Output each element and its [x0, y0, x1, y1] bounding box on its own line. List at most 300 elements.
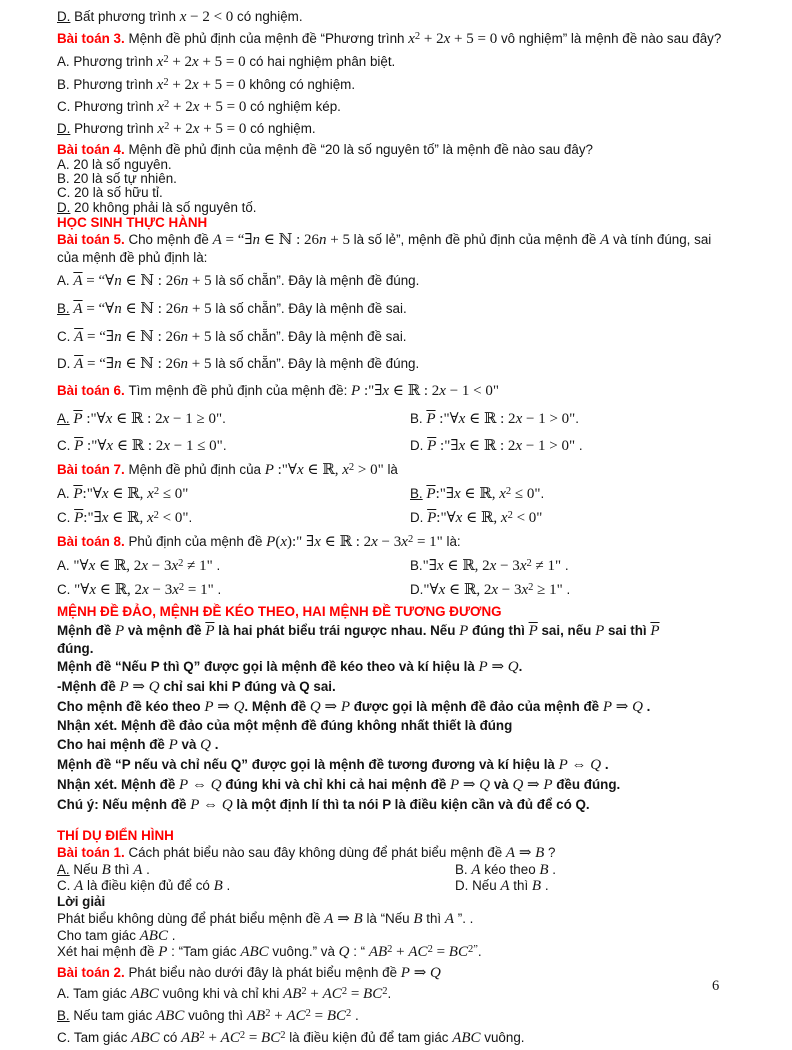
text-run: .	[167, 928, 176, 943]
option-left	[57, 582, 221, 597]
text-run: là “Nếu	[362, 911, 414, 926]
text-run: Phủ định của mệnh đề	[128, 534, 267, 549]
text-run: < 0"	[512, 510, 543, 526]
problem-8-options-row2	[57, 579, 742, 602]
text-run: x	[192, 54, 199, 70]
theory-line-7	[57, 755, 742, 775]
text-run: ?	[544, 845, 556, 860]
text-run: vuông.	[480, 1030, 525, 1045]
text-run: Mệnh đề “Nếu P thì Q” được gọi là mệnh đề kéo theo và kí hiệu là	[57, 659, 479, 674]
text-run: C.	[57, 329, 75, 344]
text-run: $\overline{P}$	[427, 438, 437, 454]
text-run: n	[114, 301, 122, 317]
text-run: là điều kiện đủ để tam giác	[285, 1030, 453, 1045]
problem-7-title	[57, 459, 742, 482]
text-run: = “∃	[83, 329, 115, 345]
text-run: .	[387, 986, 392, 1001]
text-run: vô nghiệm” là mệnh đề nào sau đây?	[497, 31, 722, 46]
theory-line-1a	[57, 622, 742, 640]
text-run: x	[163, 438, 170, 454]
text-run: x	[88, 558, 96, 574]
text-run: 2	[526, 557, 532, 569]
text-run: là một định lí thì ta nói P là điều kiện cần và đủ để có Q.	[232, 797, 590, 812]
text-run: ABC	[131, 1030, 160, 1046]
text-run: : “Tam giác	[167, 944, 241, 959]
text-run: Q	[479, 777, 491, 793]
text-run: + 5 = 0	[198, 77, 246, 93]
text-run: sai thì	[604, 623, 651, 638]
text-run: n	[114, 356, 122, 372]
text-run: .	[222, 411, 226, 426]
text-run: là số chẵn”. Đây là mệnh đề sai.	[211, 329, 407, 344]
text-run: Q	[590, 757, 602, 773]
text-run: B	[213, 878, 223, 894]
text-run: + 2	[420, 31, 444, 47]
text-run: ∈ ℝ,	[108, 486, 148, 502]
text-run: D.	[410, 438, 428, 453]
text-run: Q	[338, 944, 350, 960]
problem-8-title	[57, 531, 742, 555]
text-run: C. Phương trình	[57, 99, 158, 114]
text-run: x	[439, 383, 446, 399]
text-run: 2	[178, 581, 185, 593]
text-run: P	[478, 659, 488, 675]
text-run: ∈ ℝ : 2	[112, 411, 163, 427]
text-run: $\overline{P}$	[427, 510, 437, 526]
text-run: x	[142, 582, 149, 598]
text-run: < 0"	[158, 510, 189, 526]
problem-6-options-row2	[57, 433, 742, 459]
text-run: − 3	[147, 558, 172, 574]
text-run: ∈ ℝ, 2	[443, 558, 490, 574]
text-run: Cho mệnh đề	[128, 232, 213, 247]
text-run: + 5	[188, 273, 212, 289]
text-run: A.	[57, 411, 70, 426]
problem-3-option-d	[57, 119, 742, 141]
text-run: ∈ ℕ : 26	[121, 301, 181, 317]
text-run: AC	[286, 1008, 306, 1024]
text-run: B.	[57, 301, 70, 316]
text-run: x	[192, 121, 200, 137]
text-run: ⇔	[199, 797, 222, 813]
text-run: A. Tam giác	[57, 986, 131, 1001]
text-run: 2	[414, 30, 421, 42]
text-run: và	[177, 737, 201, 752]
text-run: Bài toán 8.	[57, 534, 129, 549]
text-run: + 2	[168, 77, 193, 93]
text-run: A	[471, 862, 481, 878]
text-run: D.	[57, 9, 71, 24]
text-run: $\overline{P}$	[74, 510, 84, 526]
text-run: .	[540, 486, 545, 501]
example-1-options-row2	[57, 878, 742, 894]
text-run: D.	[410, 582, 424, 597]
text-run: Nhận xét. Mệnh đề đảo của một mệnh đề đúng không nhất thiết là đúng	[57, 718, 513, 733]
text-run: không có nghiệm.	[245, 77, 356, 92]
text-run: D.	[57, 356, 75, 371]
text-run: Phương trình	[70, 121, 158, 136]
text-run: là:	[442, 534, 461, 549]
text-run: :"∀	[82, 411, 106, 427]
text-run: B	[413, 911, 423, 927]
text-run: = “∀	[82, 273, 115, 289]
theory-line-1b	[57, 640, 742, 657]
text-run: ⇒	[409, 965, 431, 981]
text-run: 2	[407, 533, 414, 545]
text-run: x	[515, 411, 523, 427]
text-run: ∈ ℝ : 2	[389, 383, 440, 399]
text-run: B	[535, 845, 545, 861]
problem-5-option-a	[57, 267, 742, 295]
text-run: (	[275, 534, 281, 550]
text-run: Bài toán 3.	[57, 31, 129, 46]
text-run: 2	[239, 1029, 246, 1041]
text-run: A	[212, 232, 222, 248]
text-run: P	[459, 623, 469, 639]
text-run: Mệnh đề phủ định của mệnh đề “20 là số nguyên tố” là mệnh đề nào sau đây?	[128, 142, 593, 157]
text-run: $\overline{P}$	[528, 623, 538, 639]
section-heading-examples	[57, 828, 742, 844]
text-run: ∈ ℕ : 26	[121, 356, 181, 372]
text-run: 2	[164, 120, 170, 132]
text-run: + 5 = 0	[450, 31, 498, 47]
text-run: − 3	[377, 534, 402, 550]
text-run: P	[168, 737, 178, 753]
text-run: Bài toán 1.	[57, 845, 129, 860]
text-run: P	[190, 797, 200, 813]
text-run: ∈ ℝ, 2	[445, 582, 492, 598]
text-run: .	[575, 411, 580, 426]
text-run: C.	[57, 878, 75, 893]
text-run: Bất phương trình	[70, 9, 180, 24]
text-run: 2	[280, 1029, 286, 1041]
text-run: Q	[233, 699, 245, 715]
text-run: ≠ 1"	[183, 558, 213, 574]
text-run: x	[515, 438, 523, 454]
theory-line-8	[57, 775, 742, 795]
problem-5-option-b	[57, 295, 742, 323]
option-left	[57, 486, 188, 501]
text-run: +	[270, 1008, 287, 1024]
text-run: A.	[57, 558, 74, 573]
text-run: +	[306, 986, 323, 1002]
text-run: x	[146, 510, 154, 526]
text-run: Q	[210, 777, 222, 793]
text-run: B.	[410, 411, 427, 426]
text-run: .	[548, 862, 556, 877]
text-run: x	[141, 558, 148, 574]
text-run: − 3	[498, 582, 522, 598]
text-run: + 5 = 0	[199, 99, 247, 115]
problem-5-title-line2	[57, 249, 742, 267]
text-run: thì	[422, 911, 445, 926]
text-run: Cho tam giác	[57, 928, 140, 943]
text-run: 2	[427, 943, 433, 955]
text-run: . Mệnh đề	[244, 699, 310, 714]
problem-6-title	[57, 377, 742, 405]
text-run: Nhận xét. Mệnh đề	[57, 777, 180, 792]
text-run: ⇔	[188, 777, 211, 793]
text-run: x	[101, 510, 109, 526]
text-run: "∀	[73, 558, 89, 574]
text-run: là điều kiện đủ để có	[83, 878, 214, 893]
text-run: Mệnh đề	[57, 623, 116, 638]
text-run: :"∃	[435, 486, 454, 502]
text-run: và	[490, 777, 513, 792]
problem-7-options-row1	[57, 482, 742, 507]
text-run: ”. .	[454, 911, 474, 926]
text-run: C.	[57, 582, 75, 597]
text-run: $\overline{A}$	[73, 301, 83, 317]
theory-line-9	[57, 795, 742, 815]
text-run: B.	[410, 558, 423, 573]
text-run: Phát biểu không dùng để phát biểu mệnh đề	[57, 911, 325, 926]
text-run: ∈ ℝ,	[108, 510, 147, 526]
text-run: − 3	[148, 582, 173, 598]
option-right	[410, 507, 542, 531]
text-run: 2	[265, 1007, 271, 1019]
text-run: .	[575, 438, 583, 453]
text-run: x	[156, 77, 164, 93]
text-run: − 1 ≥ 0"	[169, 411, 223, 427]
text-run: ∈ ℕ : 26	[121, 329, 181, 345]
text-run: được gọi là mệnh đề đảo của mệnh đề	[349, 699, 603, 714]
example-1-options-row1	[57, 862, 742, 878]
text-run: Q	[632, 699, 643, 715]
text-run: P	[204, 699, 214, 715]
problem-4-option-c	[57, 186, 742, 200]
text-run: Q	[148, 679, 160, 695]
text-run: có	[159, 1030, 182, 1045]
text-run: .	[518, 659, 523, 674]
text-run: +	[392, 944, 409, 960]
text-run: .	[601, 757, 609, 772]
text-run: ):" ∃	[287, 534, 315, 550]
text-run: = 1"	[184, 582, 214, 598]
text-run: và mệnh đề	[124, 623, 206, 638]
text-run: B	[539, 862, 549, 878]
text-run: Mệnh đề phủ định của mệnh đề “Phương trình	[128, 31, 409, 46]
text-run: Phát biểu nào dưới đây là phát biểu mệnh đề	[128, 965, 401, 980]
text-run: x	[499, 486, 506, 502]
text-run: :"∀	[273, 462, 297, 478]
problem-5-option-d	[57, 351, 742, 377]
text-run: + 5	[188, 329, 212, 345]
problem-4-option-b	[57, 172, 742, 186]
text-run: C. 20 là số hữu tỉ.	[57, 185, 163, 200]
text-run: và tính đúng, sai	[609, 232, 712, 247]
example-2-option-a	[57, 984, 742, 1006]
text-run: ∈ ℝ : 2	[320, 534, 372, 550]
text-run: n	[180, 273, 189, 289]
text-run: .	[561, 558, 569, 573]
text-run: :"∃	[83, 510, 102, 526]
text-run: P	[595, 623, 605, 639]
text-run: + 2	[169, 99, 193, 115]
text-run: 2	[387, 943, 393, 955]
text-run: ⇒	[320, 699, 341, 715]
text-run: D. Nếu	[455, 878, 501, 893]
text-run: $\overline{P}$	[73, 486, 83, 502]
problem-4-title	[57, 141, 742, 158]
text-run: .	[222, 438, 227, 453]
text-run: x	[519, 558, 527, 574]
text-run: $\overline{P}$	[426, 411, 436, 427]
text-run: Bài toán 5.	[57, 232, 129, 247]
problem-6-options-row1	[57, 405, 742, 433]
text-run: x	[491, 582, 499, 598]
text-run: B.	[455, 862, 472, 877]
text-run: P	[179, 777, 189, 793]
text-run: P	[264, 462, 274, 478]
problem-3-option-a	[57, 51, 742, 74]
text-run: n	[252, 232, 260, 248]
text-run: Nếu tam giác	[69, 1008, 156, 1023]
example-1-title	[57, 844, 742, 862]
text-run: C.	[57, 510, 75, 525]
text-run: Bài toán 4.	[57, 142, 129, 157]
text-run: có hai nghiệm phân biệt.	[245, 54, 396, 69]
text-run: Tìm mệnh đề phủ định của mệnh đề:	[128, 383, 352, 398]
text-run: $\overline{P}$	[73, 411, 83, 427]
text-run: n	[318, 232, 327, 248]
text-run: ≥ 1"	[533, 582, 563, 598]
text-run: − 1 > 0"	[522, 438, 576, 454]
text-run: D.	[57, 200, 71, 215]
text-run: ∈ ℝ : 2	[113, 438, 164, 454]
option-left	[57, 510, 192, 525]
text-run: n	[114, 273, 122, 289]
text-run: là hai phát biểu trái ngược nhau. Nếu	[214, 623, 460, 638]
text-run: BC	[261, 1030, 281, 1046]
text-run: x	[455, 510, 463, 526]
text-run: x	[436, 558, 444, 574]
text-run: 20 không phải là số nguyên tố.	[70, 200, 257, 215]
text-run: ⇒	[333, 911, 354, 927]
answer-line-d	[57, 6, 742, 28]
text-run: Nếu	[69, 862, 102, 877]
text-run: P	[351, 383, 361, 399]
problem-3-option-b	[57, 74, 742, 97]
example-2-option-c	[57, 1028, 742, 1050]
text-run: x	[454, 486, 461, 502]
option-right	[455, 878, 549, 894]
text-run: P	[119, 679, 129, 695]
text-run: 2	[382, 985, 388, 997]
text-run: B. Phương trình	[57, 77, 157, 92]
text-run: là	[383, 462, 398, 477]
text-run: x	[89, 582, 96, 598]
text-run: + 5	[188, 356, 212, 372]
text-run: B. 20 là số tự nhiên.	[57, 171, 177, 186]
text-run: 2	[301, 985, 307, 997]
text-run: B.	[410, 486, 423, 501]
text-run: x	[458, 411, 466, 427]
text-run: n	[180, 356, 189, 372]
text-run: vuông thì	[184, 1008, 247, 1023]
text-run: = “∀	[82, 301, 115, 317]
text-run: x	[157, 99, 165, 115]
text-run: P	[340, 699, 350, 715]
text-run: ABC	[130, 986, 159, 1002]
page-number: 6	[712, 978, 720, 994]
text-run: Mệnh đề phủ định của	[128, 462, 265, 477]
text-run: D.	[410, 510, 428, 525]
text-run: A.	[57, 862, 70, 877]
text-run: ⇒	[459, 777, 480, 793]
text-run: x	[382, 383, 390, 399]
text-run: P	[115, 623, 125, 639]
text-run: x	[179, 9, 187, 25]
text-run: "∀	[423, 582, 439, 598]
text-run: Lời giải	[57, 894, 106, 909]
text-run: có nghiệm.	[246, 121, 316, 136]
text-run: A	[444, 911, 455, 927]
text-run: $\overline{A}$	[74, 329, 84, 345]
text-run: .	[210, 737, 219, 752]
text-run: 2	[178, 557, 184, 569]
solution-line-1	[57, 910, 742, 928]
text-run: + 5 = 0	[199, 121, 247, 137]
text-run: x	[192, 99, 200, 115]
text-run: 2	[164, 98, 170, 110]
text-run: đúng thì	[468, 623, 529, 638]
text-run: + 2	[168, 54, 193, 70]
text-run: đều đúng.	[552, 777, 621, 792]
text-run: = 1"	[413, 534, 443, 550]
text-run: Q	[221, 797, 233, 813]
text-run: Q	[200, 737, 211, 753]
solution-line-3	[57, 944, 742, 962]
text-run: A.	[57, 273, 74, 288]
text-run: $\overline{P}$	[650, 623, 660, 639]
option-right	[410, 433, 583, 459]
text-run: Bài toán 2.	[57, 965, 129, 980]
text-run: A	[133, 862, 143, 878]
option-left	[57, 878, 230, 893]
text-run: x	[162, 411, 170, 427]
option-left	[57, 438, 227, 453]
text-run: có nghiệm kép.	[246, 99, 341, 114]
text-run: .	[541, 878, 549, 893]
text-run: ⇒	[213, 699, 234, 715]
text-run: là số chẵn”. Đây là mệnh đề đúng.	[211, 356, 420, 371]
text-run: 2	[341, 985, 348, 997]
option-left	[57, 862, 150, 877]
text-run: x	[101, 486, 109, 502]
text-run: 2	[346, 1007, 352, 1019]
text-run: ABC	[156, 1008, 185, 1024]
problem-7-options-row2	[57, 507, 742, 531]
text-run: vuông khi và chỉ khi	[158, 986, 284, 1001]
text-run: :"∀	[82, 486, 102, 502]
text-run: có nghiệm.	[233, 9, 303, 24]
text-run: x	[192, 77, 199, 93]
text-run: P	[450, 777, 460, 793]
text-run: sai, nếu	[537, 623, 596, 638]
text-run: − 2 < 0	[186, 9, 234, 25]
text-run: x	[458, 438, 466, 454]
text-run: AB	[368, 944, 388, 960]
text-run: x	[280, 534, 288, 550]
text-run: ⇒	[487, 659, 508, 675]
text-run: x	[296, 462, 304, 478]
text-run: : “	[349, 944, 369, 959]
text-run: BC	[326, 1008, 346, 1024]
text-run: P	[558, 757, 568, 773]
text-run: :"∃	[436, 438, 459, 454]
text-run: A. 20 là số nguyên.	[57, 157, 172, 172]
